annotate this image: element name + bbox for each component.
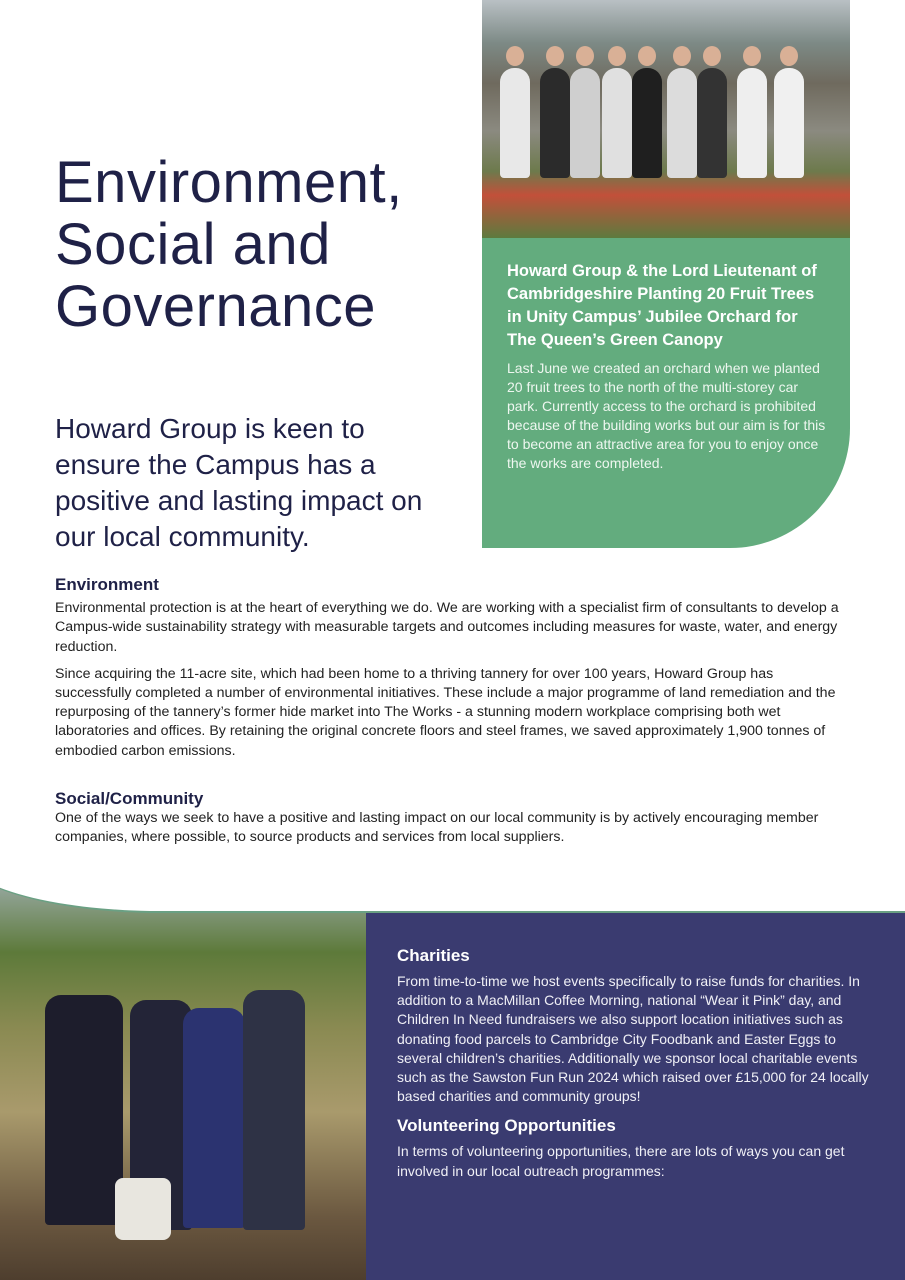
feature-heading: Howard Group & the Lord Lieutenant of Cambridgeshire Planting 20 Fruit Trees in Unity Campus’ Jubilee Orchard for The Queen’s Green Canopy (507, 262, 817, 349)
tree-bag (115, 1178, 171, 1240)
title-line: Social and (55, 212, 331, 277)
paragraph: Environmental protection is at the heart of everything we do. We are working with a specialist firm of consultants to develop a Campus-wide sustainability strategy with measurable targets and outcomes including measures for waste, water, and energy reduction. (55, 600, 839, 655)
section-heading: Social/Community (55, 789, 204, 808)
section-heading: Volunteering Opportunities (397, 1116, 616, 1136)
feature-body: Last June we created an orchard when we planted 20 fruit trees to the north of the multi-storey car park. Currently access to the orchard is prohibited because of the building works but our aim is for this to become an attractive area for you to enjoy once the works are completed. (507, 360, 826, 471)
section-heading: Environment (55, 575, 159, 594)
paragraph: One of the ways we seek to have a positive and lasting impact on our local community is by actively encouraging member companies, where possible, to source products and services from local suppliers. (55, 810, 819, 846)
section-heading: Charities (397, 946, 470, 965)
paragraph: In terms of volunteering opportunities, there are lots of ways you can get involved in our local outreach programmes: (397, 1143, 845, 1179)
person-figure (243, 990, 305, 1230)
person-figure (45, 995, 123, 1225)
paragraph: Since acquiring the 11-acre site, which had been home to a thriving tannery for over 100 years, Howard Group has successfully completed a number of environmental initiatives. These include a major programme of land remediation and the repurposing of the tannery’s former hide market into The Works - a stunning modern workplace comprising both wet laboratories and offices. By retaining the original concrete floors and steel frames, we saved approximately 1,900 tonnes of embodied carbon emissions. (55, 665, 836, 759)
charities-panel (366, 913, 905, 1280)
paragraph: From time-to-time we host events specifically to raise funds for charities. In addition to a MacMillan Coffee Morning, national “Wear it Pink” day, and Children In Need fundraisers we also support location initiatives such as donating food parcels to Cambridge City Foodbank and Easter Eggs to several children’s charities. Additionally we sponsor local charitable events such as the Sawston Fun Run 2024 which raised over £15,000 for 24 locally based charities and community groups! (397, 973, 869, 1105)
volunteers-group-photo (482, 0, 850, 238)
tree-planting-photo (0, 860, 366, 1280)
social-section (55, 789, 845, 856)
title-line: Environment, (55, 150, 403, 215)
page-title (55, 152, 403, 338)
person-figure (183, 1008, 245, 1228)
title-line: Governance (55, 274, 376, 339)
intro-statement: Howard Group is keen to ensure the Campus has a positive and lasting impact on our local community. (55, 413, 423, 552)
feature-callout (482, 238, 850, 548)
environment-section (55, 575, 845, 769)
